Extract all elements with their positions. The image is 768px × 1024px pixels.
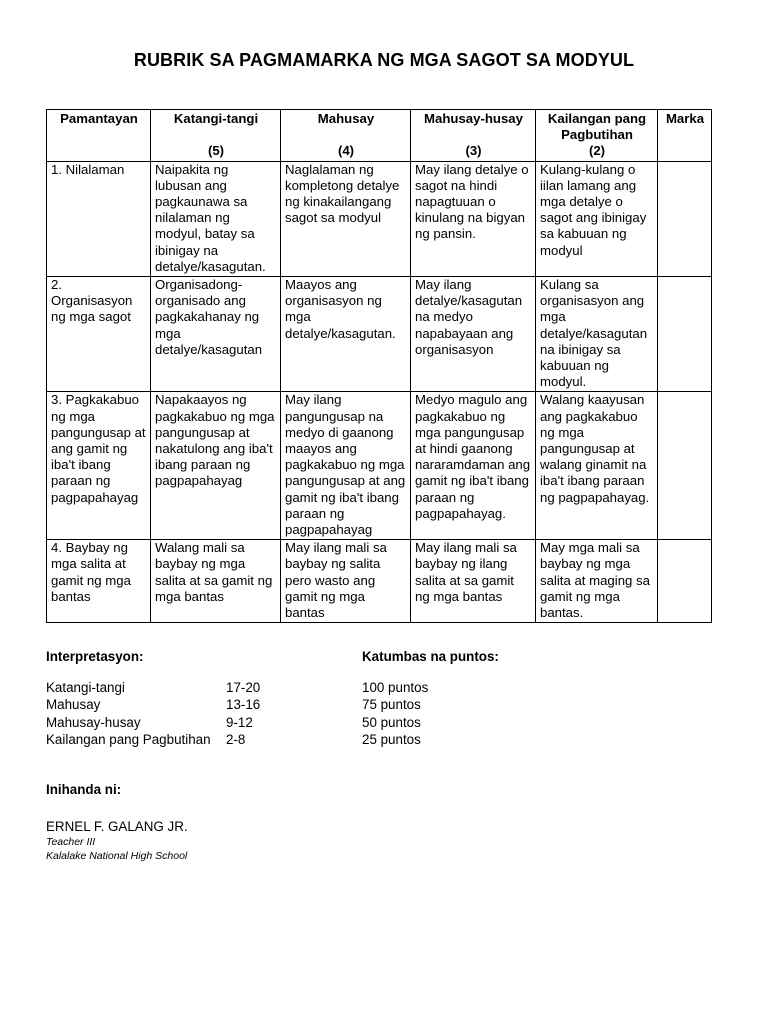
- score-5-cell: Walang mali sa baybay ng mga salita at sa gamit ng mga bantas: [151, 540, 281, 623]
- rubric-table: [46, 109, 712, 623]
- criterion-cell: 1. Nilalaman: [47, 161, 151, 276]
- score-5-cell: Naipakita ng lubusan ang pagkaunawa sa nilalaman ng modyul, batay sa ibinigay na detalye/kasagutan.: [151, 161, 281, 276]
- interpretasyon-label: Katangi-tangi: [46, 679, 125, 695]
- header-points: (5): [207, 143, 225, 159]
- score-4-cell: May ilang mali sa baybay ng salita pero wasto ang gamit ng mga bantas: [281, 540, 411, 623]
- score-3-cell: May ilang detalye/kasagutan na medyo napabayaan ang organisasyon: [411, 277, 536, 392]
- list-item: 25 puntos: [362, 732, 421, 747]
- interpretasyon-range: 2-8: [226, 732, 246, 747]
- score-4-cell: May ilang pangungusap na medyo di gaanong maayos ang pagkakabuo ng mga pangungusap at ang gamit ng iba't ibang paraan ng pagpapahayag: [281, 392, 411, 540]
- table-row: [47, 540, 712, 623]
- marka-cell[interactable]: [658, 161, 712, 276]
- score-5-cell: Organisadong-organisado ang pagkakahanay ng mga detalye/kasagutan: [151, 277, 281, 392]
- score-4-cell: Maayos ang organisasyon ng mga detalye/kasagutan.: [281, 277, 411, 392]
- table-header-row: [47, 110, 712, 162]
- preparer-position: Teacher III: [46, 836, 96, 848]
- score-3-cell: May ilang detalye o sagot na hindi napagtuuan o kinulang na bigyan ng pansin.: [411, 161, 536, 276]
- table-row: [47, 161, 712, 276]
- header-marka: Marka: [658, 110, 712, 162]
- preparer-school: Kalalake National High School: [46, 850, 188, 862]
- score-2-cell: Walang kaayusan ang pagkakabuo ng mga pangungusap at walang ginamit na iba't ibang paraan ng pagpapahayag.: [536, 392, 658, 540]
- header-points: (2): [588, 143, 606, 159]
- header-mahusay-husay: Mahusay-husay (3): [411, 110, 536, 162]
- list-item: 100 puntos: [362, 679, 429, 695]
- criterion-cell: 4. Baybay ng mga salita at gamit ng mga bantas: [47, 540, 151, 623]
- list-item: [46, 696, 346, 714]
- preparer-name: ERNEL F. GALANG JR.: [46, 818, 188, 834]
- interpretasyon-range: 13-16: [226, 697, 261, 712]
- table-row: [47, 392, 712, 540]
- list-item: [46, 714, 346, 732]
- criterion-cell: 2. Organisasyon ng mga sagot: [47, 277, 151, 392]
- table-row: [47, 277, 712, 392]
- header-katangi-tangi: Katangi-tangi (5): [151, 110, 281, 162]
- interpretasyon-label: Mahusay-husay: [46, 714, 141, 730]
- inihanda-section: [46, 781, 446, 863]
- header-kailangan-pang-pagbutihan: Kailangan pang Pagbutihan (2): [536, 110, 658, 162]
- list-item: 50 puntos: [362, 714, 421, 730]
- interpretasyon-list: [46, 679, 346, 749]
- header-mahusay: Mahusay (4): [281, 110, 411, 162]
- score-5-cell: Napakaayos ng pagkakabuo ng mga pangungusap at nakatulong ang iba't ibang paraan ng pagpapahayag: [151, 392, 281, 540]
- marka-cell[interactable]: [658, 392, 712, 540]
- katumbas-list: [362, 679, 612, 749]
- header-points: (4): [337, 143, 355, 159]
- criterion-cell: 3. Pagkakabuo ng mga pangungusap at ang gamit ng iba't ibang paraan ng pagpapahayag: [47, 392, 151, 540]
- list-item: [46, 731, 346, 749]
- score-2-cell: Kulang-kulang o iilan lamang ang mga detalye o sagot ang ibinigay sa kabuuan ng modyul: [536, 161, 658, 276]
- score-3-cell: Medyo magulo ang pagkakabuo ng mga pangungusap at hindi gaanong nararamdaman ang gamit ng iba't ibang paraan ng pagpapahayag.: [411, 392, 536, 540]
- list-item: 75 puntos: [362, 697, 421, 712]
- interpretasyon-range: 17-20: [226, 679, 261, 695]
- inihanda-heading: Inihanda ni:: [46, 782, 122, 797]
- interpretasyon-heading: Interpretasyon:: [46, 649, 144, 664]
- score-2-cell: May mga mali sa baybay ng mga salita at maging sa gamit ng mga bantas.: [536, 540, 658, 623]
- score-4-cell: Naglalaman ng kompletong detalye ng kinakailangang sagot sa modyul: [281, 161, 411, 276]
- interpretasyon-label: Kailangan pang Pagbutihan: [46, 732, 211, 747]
- katumbas-section: [362, 648, 612, 749]
- document-title: RUBRIK SA PAGMAMARKA NG MGA SAGOT SA MODYUL: [133, 50, 635, 70]
- interpretasyon-label: Mahusay: [46, 697, 101, 712]
- interpretasyon-range: 9-12: [226, 714, 253, 730]
- header-pamantayan: Pamantayan: [47, 110, 151, 162]
- marka-cell[interactable]: [658, 540, 712, 623]
- marka-cell[interactable]: [658, 277, 712, 392]
- list-item: [46, 679, 346, 697]
- interpretasyon-section: [46, 648, 346, 749]
- katumbas-heading: Katumbas na puntos:: [362, 649, 499, 664]
- header-points: (3): [465, 143, 482, 159]
- score-2-cell: Kulang sa organisasyon ang mga detalye/kasagutan na ibinigay sa kabuuan ng modyul.: [536, 277, 658, 392]
- score-3-cell: May ilang mali sa baybay ng ilang salita at sa gamit ng mga bantas: [411, 540, 536, 623]
